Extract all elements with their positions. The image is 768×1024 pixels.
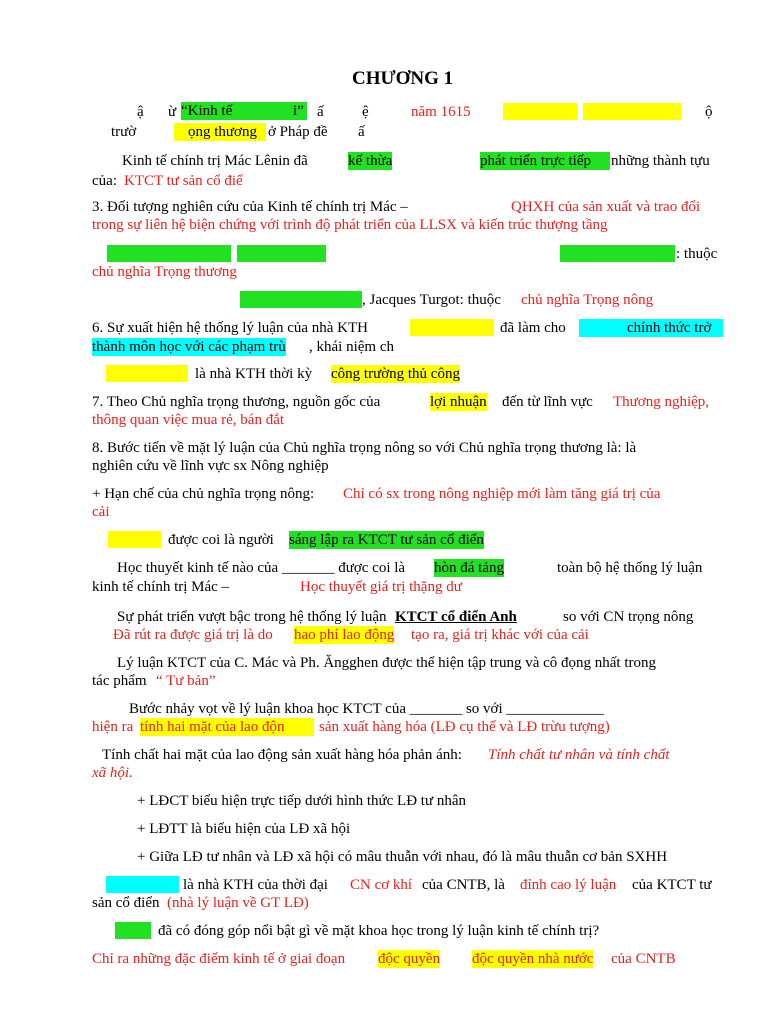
text-fragment: trườ	[111, 124, 137, 140]
text-fragment: Lý luận KTCT của C. Mác và Ph. Ăngghen được thể hiện tập trung và cô đọng nhất trong	[117, 655, 657, 671]
text-fragment: Bước nhảy vọt về lý luận khoa học KTCT của _______ so với _____________	[129, 701, 604, 717]
highlight-yellow: công trường thủ công	[331, 366, 460, 382]
text-fragment: chính thức trở	[627, 320, 712, 336]
highlight-cyan-blank	[106, 876, 179, 893]
text-fragment: Tính chất tư nhân và tính chất	[488, 747, 670, 763]
highlight-green-blank	[237, 245, 326, 262]
text-fragment: Học thuyết kinh tế nào của _______ được coi là	[117, 560, 406, 576]
highlight-cyan	[579, 319, 723, 337]
text-fragment: so với CN trọng nông	[563, 609, 694, 625]
text-fragment: đã có đóng góp nổi bật gì về mặt khoa học trong lý luận kinh tế chính trị?	[158, 923, 600, 939]
highlight-yellow-blank	[583, 103, 681, 120]
text-fragment: , Jacques Turgot: thuộc	[362, 292, 501, 308]
text-fragment: Tính chất hai mặt của lao động sản xuất hàng hóa phản ánh:	[102, 747, 462, 763]
text-fragment: KTCT cổ điển Anh	[395, 609, 517, 625]
text-fragment: Thương nghiệp,	[613, 394, 710, 410]
text-fragment: toàn bộ hệ thống lý luận	[557, 560, 703, 576]
chapter-title: CHƯƠNG 1	[352, 68, 454, 89]
text-fragment: 3. Đối tượng nghiên cứu của Kinh tế chính trị Mác –	[92, 199, 408, 215]
text-fragment: 6. Sự xuất hiện hệ thống lý luận của nhà KTH	[92, 320, 368, 336]
highlight-yellow: độc quyền nhà nước	[472, 951, 594, 967]
text-fragment: những thành tựu	[611, 153, 710, 169]
highlight-green: hòn đá tảng	[434, 560, 504, 576]
text-fragment: sản xuất hàng hóa (LĐ cụ thể và LĐ trừu tượng)	[319, 719, 610, 735]
text-fragment: hiện ra	[92, 719, 134, 735]
text-fragment: tác phẩm	[92, 673, 147, 689]
text-fragment: của CNTB	[611, 951, 676, 967]
highlight-yellow: hao phí lao động	[294, 627, 395, 643]
text-fragment: ộ	[705, 104, 713, 120]
highlight-green: phát triển trực tiếp	[480, 152, 610, 170]
text-fragment: của CNTB, là	[422, 877, 505, 893]
text-fragment: thông quan việc mua rẻ, bán đắt	[92, 412, 285, 428]
text-fragment: đến từ lĩnh vực	[502, 394, 593, 410]
text-fragment: ậ	[137, 104, 144, 120]
highlight-green-blank	[560, 245, 675, 262]
text-fragment: ọng thương	[188, 124, 257, 140]
highlight-green: sáng lập ra KTCT tư sản cổ điển	[289, 532, 484, 548]
text-fragment: là nhà KTH thời kỳ	[195, 366, 313, 382]
highlight-green-blank	[107, 245, 231, 262]
text-fragment: xã hội.	[92, 765, 133, 781]
text-fragment: sản cổ điển	[92, 895, 160, 911]
text-fragment: cải	[92, 504, 110, 520]
text-fragment: KTCT tư sản cổ điể	[124, 173, 243, 189]
text-fragment: : thuộc	[676, 246, 718, 262]
text-fragment: “ Tư bản”	[156, 673, 216, 689]
highlight-green	[181, 102, 307, 120]
text-fragment: Đã rút ra được giá trị là do	[113, 627, 273, 643]
text-fragment: ừ	[168, 104, 177, 120]
text-fragment: (nhà lý luận về GT LĐ)	[167, 895, 309, 911]
text-fragment: tạo ra, giá trị khác với của cải	[411, 627, 589, 643]
text-fragment: chủ nghĩa Trọng thương	[92, 264, 237, 280]
text-fragment: Chỉ có sx trong nông nghiệp mới làm tăng giá trị của	[343, 486, 661, 502]
text-fragment: QHXH của sản xuất và trao đổi	[511, 199, 701, 215]
text-fragment: Chỉ ra những đặc điểm kinh tế ở giai đoạn	[92, 951, 346, 967]
highlight-yellow-blank	[410, 319, 494, 336]
text-fragment: Kinh tế chính trị Mác Lênin đã	[122, 153, 308, 169]
text-fragment: của KTCT tư	[632, 877, 712, 893]
highlight-yellow-blank	[106, 365, 188, 382]
text-fragment: năm 1615	[411, 104, 471, 120]
text-fragment: của:	[92, 173, 117, 189]
text-fragment: được coi là người	[168, 532, 274, 548]
text-fragment: đỉnh cao lý luận	[520, 877, 617, 893]
highlight-green-blank	[115, 922, 151, 939]
text-fragment: ệ	[362, 104, 369, 120]
text-fragment: , khái niệm ch	[309, 339, 394, 355]
highlight-green-blank	[240, 291, 362, 308]
text-fragment: Sự phát triển vượt bậc trong hệ thống lý luận	[117, 609, 387, 625]
text-fragment: kinh tế chính trị Mác –	[92, 579, 230, 595]
highlight-cyan: thành môn học với các phạm trù	[92, 339, 286, 355]
text-fragment: trong sự liên hệ biện chứng với trình độ phát triển của LLSX và kiến trúc thượng tầng	[92, 217, 608, 233]
text-fragment: nghiên cứu về lĩnh vực sx Nông nghiệp	[92, 458, 329, 474]
highlight-yellow-blank	[108, 531, 161, 548]
bullet-item: + LĐCT biểu hiện trực tiếp dưới hình thức LĐ tư nhân	[137, 793, 466, 809]
text-fragment: đã làm cho	[500, 320, 566, 336]
text-fragment: ấ	[317, 104, 324, 120]
bullet-item: + Giữa LĐ tư nhân và LĐ xã hội có mâu thuẫn với nhau, đó là mâu thuẫn cơ bản SXHH	[137, 849, 668, 865]
text-fragment: “Kinh tế	[181, 103, 233, 119]
text-fragment: ở Pháp đề	[268, 124, 328, 140]
text-fragment: Học thuyết giá trị thặng dư	[300, 579, 462, 595]
text-fragment: chủ nghĩa Trọng nông	[521, 292, 654, 308]
highlight-yellow: tính hai mặt của lao độn	[140, 718, 314, 736]
text-fragment: CN cơ khí	[350, 877, 413, 893]
bullet-item: + LĐTT là biểu hiện của LĐ xã hội	[137, 821, 351, 837]
text-fragment: là nhà KTH của thời đại	[183, 877, 328, 893]
highlight-yellow: độc quyền	[378, 951, 441, 967]
highlight-yellow-blank	[503, 103, 577, 120]
text-fragment: 7. Theo Chủ nghĩa trọng thương, nguồn gốc của	[92, 394, 381, 410]
text-fragment: 8. Bước tiến về mặt lý luận của Chủ nghĩa trọng nông so với Chủ nghĩa trọng thương là: là	[92, 440, 637, 456]
text-fragment: i”	[293, 103, 304, 119]
highlight-yellow	[174, 123, 266, 141]
text-fragment: + Hạn chế của chủ nghĩa trọng nông:	[92, 486, 315, 502]
highlight-yellow: lợi nhuận	[430, 394, 487, 410]
text-fragment: ấ	[358, 124, 365, 140]
highlight-green: kế thừa	[348, 153, 393, 169]
